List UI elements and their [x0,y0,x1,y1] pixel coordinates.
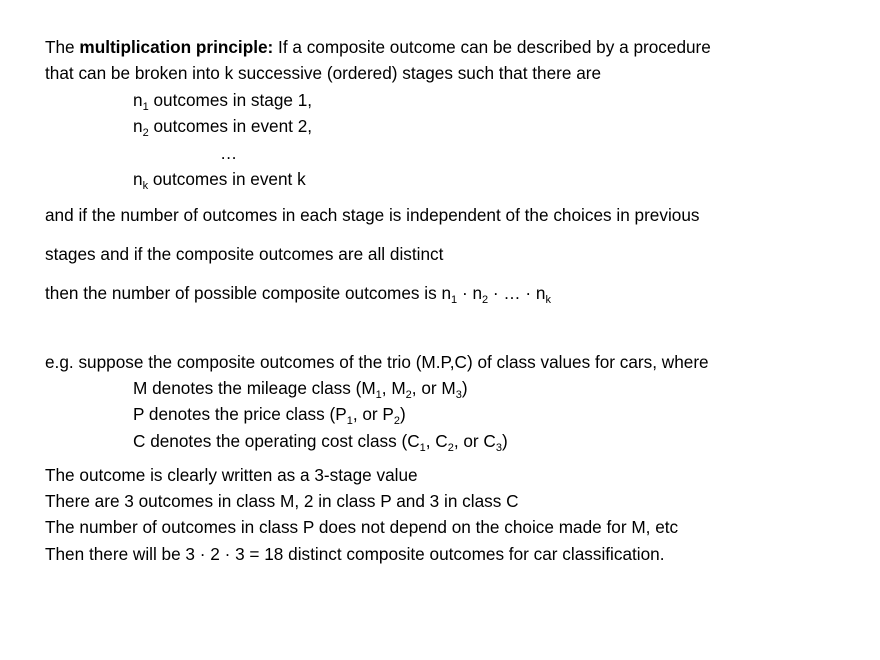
subscript: 1 [419,442,426,454]
subscript: 2 [393,415,401,427]
result-line-1 [45,465,418,485]
subscript: 1 [451,294,458,306]
subscript: 3 [495,442,502,454]
text-segment: Then there will be 3 · 2 · 3 = 18 distinct composite outcomes for car classification. [45,544,665,564]
example-c-line [133,431,508,458]
text-segment: The outcome is clearly written as a 3-stage value [45,465,418,485]
text-segment: outcomes in stage 1, [148,90,313,110]
text-segment: · … · n [488,283,546,303]
subscript: 2 [447,442,454,454]
text-segment: n [133,90,143,110]
text-segment: ) [400,404,406,424]
subscript: 2 [405,389,412,401]
text-segment: The number of outcomes in class P does not depend on the choice made for M, etc [45,517,679,537]
text-segment: , M [381,378,406,398]
bold-term: multiplication principle: [79,37,274,57]
subscript: k [142,180,149,192]
text-segment: · n [457,283,483,303]
text-segment: , or C [453,431,496,451]
text-segment: , or P [352,404,394,424]
subscript: k [545,294,551,306]
text-segment: n [133,169,143,189]
text-segment: and if the number of outcomes in each stage is independent of the choices in previous [45,205,700,225]
text-segment: There are 3 outcomes in class M, 2 in class P and 3 in class C [45,491,519,511]
stage-k-line [133,169,306,196]
subscript: 1 [375,389,382,401]
stage-1-line [133,90,312,117]
text-segment: If a composite outcome can be described by a procedure [273,37,711,57]
definition-line-2 [45,63,601,83]
subscript: 2 [482,294,489,306]
text-segment: then the number of possible composite outcomes is n [45,283,452,303]
text-segment: stages and if the composite outcomes are all distinct [45,244,444,264]
subscript: 2 [142,127,149,139]
text-segment: ) [501,431,508,451]
text-segment: outcomes in event k [148,169,306,189]
text-segment: , C [425,431,448,451]
stage-2-line [133,116,312,143]
text-segment: ) [461,378,468,398]
text-segment: n [133,116,143,136]
result-line-4 [45,544,665,564]
text-segment: C denotes the operating cost class (C [133,431,420,451]
text-segment: … [220,143,238,163]
text-segment: that can be broken into k successive (ordered) stages such that there are [45,63,602,83]
subscript: 1 [142,101,149,113]
text-segment: e.g. suppose the composite outcomes of the trio (M.P,C) of class values for cars, where [45,352,709,372]
text-segment: M denotes the mileage class (M [133,378,376,398]
result-line-3 [45,517,678,537]
example-m-line [133,378,468,405]
ellipsis-line [220,143,237,163]
text-segment: , or M [411,378,456,398]
text-segment: The [45,37,80,57]
definition-line-1 [45,37,711,57]
condition-line-1 [45,205,700,225]
text-segment: P denotes the price class (P [133,404,347,424]
text-segment: outcomes in event 2, [148,116,313,136]
condition-line-2 [45,244,443,264]
example-intro-line [45,352,709,372]
example-p-line [133,404,406,431]
subscript: 3 [455,389,462,401]
conclusion-line [45,283,551,310]
subscript: 1 [346,415,353,427]
result-line-2 [45,491,519,511]
